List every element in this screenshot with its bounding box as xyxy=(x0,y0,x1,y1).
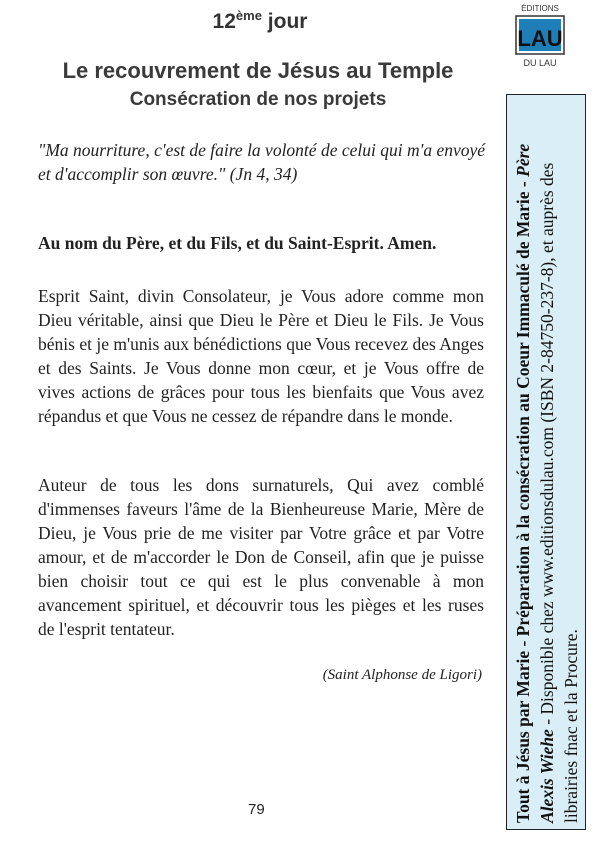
logo-top-text: ÉDITIONS xyxy=(521,4,559,13)
day-heading xyxy=(150,8,370,34)
prayer-paragraph: Esprit Saint, divin Consolateur, je Vous adore comme mon Dieu véritable, ainsi que Dieu le Père et Dieu le Fils. Je Vous bénis et je m'unis aux bénédictions que Vous recevez des Anges et des Saints. Je Vous donne mon cœur, et je Vous offre de vives actions de grâces pour tous les bienfaits que Vous avez répandus et que Vous ne cessez de répandre dans le monde. xyxy=(38,286,484,426)
day-suffix: ème xyxy=(235,8,262,23)
prayer-paragraph: Auteur de tous les dons surnaturels, Qui avez comblé d'immenses faveurs l'âme de la Bienheureuse Marie, Mère de Dieu, je Vous prie de me visiter par Votre grâce et par Votre amour, et de m'accorder le Don de Conseil, afin que je puisse bien choisir tout ce qui est le plus convenable à mon avancement spirituel, et découvrir tous les pièges et les ruses de l'esprit tentateur. xyxy=(38,475,484,639)
publisher-logo xyxy=(510,2,570,72)
page-subtitle: Consécration de nos projets xyxy=(129,89,387,110)
invocation: Au nom du Père, et du Fils, et du Saint-Esprit. Amen. xyxy=(38,233,437,253)
book-author: Père Alexis Wiehe xyxy=(513,143,557,823)
logo-bottom-text: DU LAU xyxy=(523,58,557,68)
page-number: 79 xyxy=(248,801,265,818)
day-word: jour xyxy=(267,10,308,33)
scripture-quote: "Ma nourriture, c'est de faire la volonté de celui qui m'a envoyé et d'accomplir son œuvre." (Jn 4, 34) xyxy=(38,140,486,184)
sidebar-text xyxy=(509,97,585,827)
day-number: 12 xyxy=(212,10,236,33)
book-info-sidebar xyxy=(506,94,586,830)
page-title: Le recouvrement de Jésus au Temple xyxy=(62,58,454,83)
logo-letters: LAU xyxy=(517,26,563,51)
book-title: Tout à Jésus par Marie - Préparation à la consécration au Coeur Immaculé de Marie - xyxy=(513,181,533,823)
availability-text: - Disponible chez www.editionsdulau.com (ISBN 2-84750-237-8), et auprès des librairies fnac et la Procure. xyxy=(537,162,581,823)
prayer-author: (Saint Alphonse de Ligori) xyxy=(322,667,482,683)
